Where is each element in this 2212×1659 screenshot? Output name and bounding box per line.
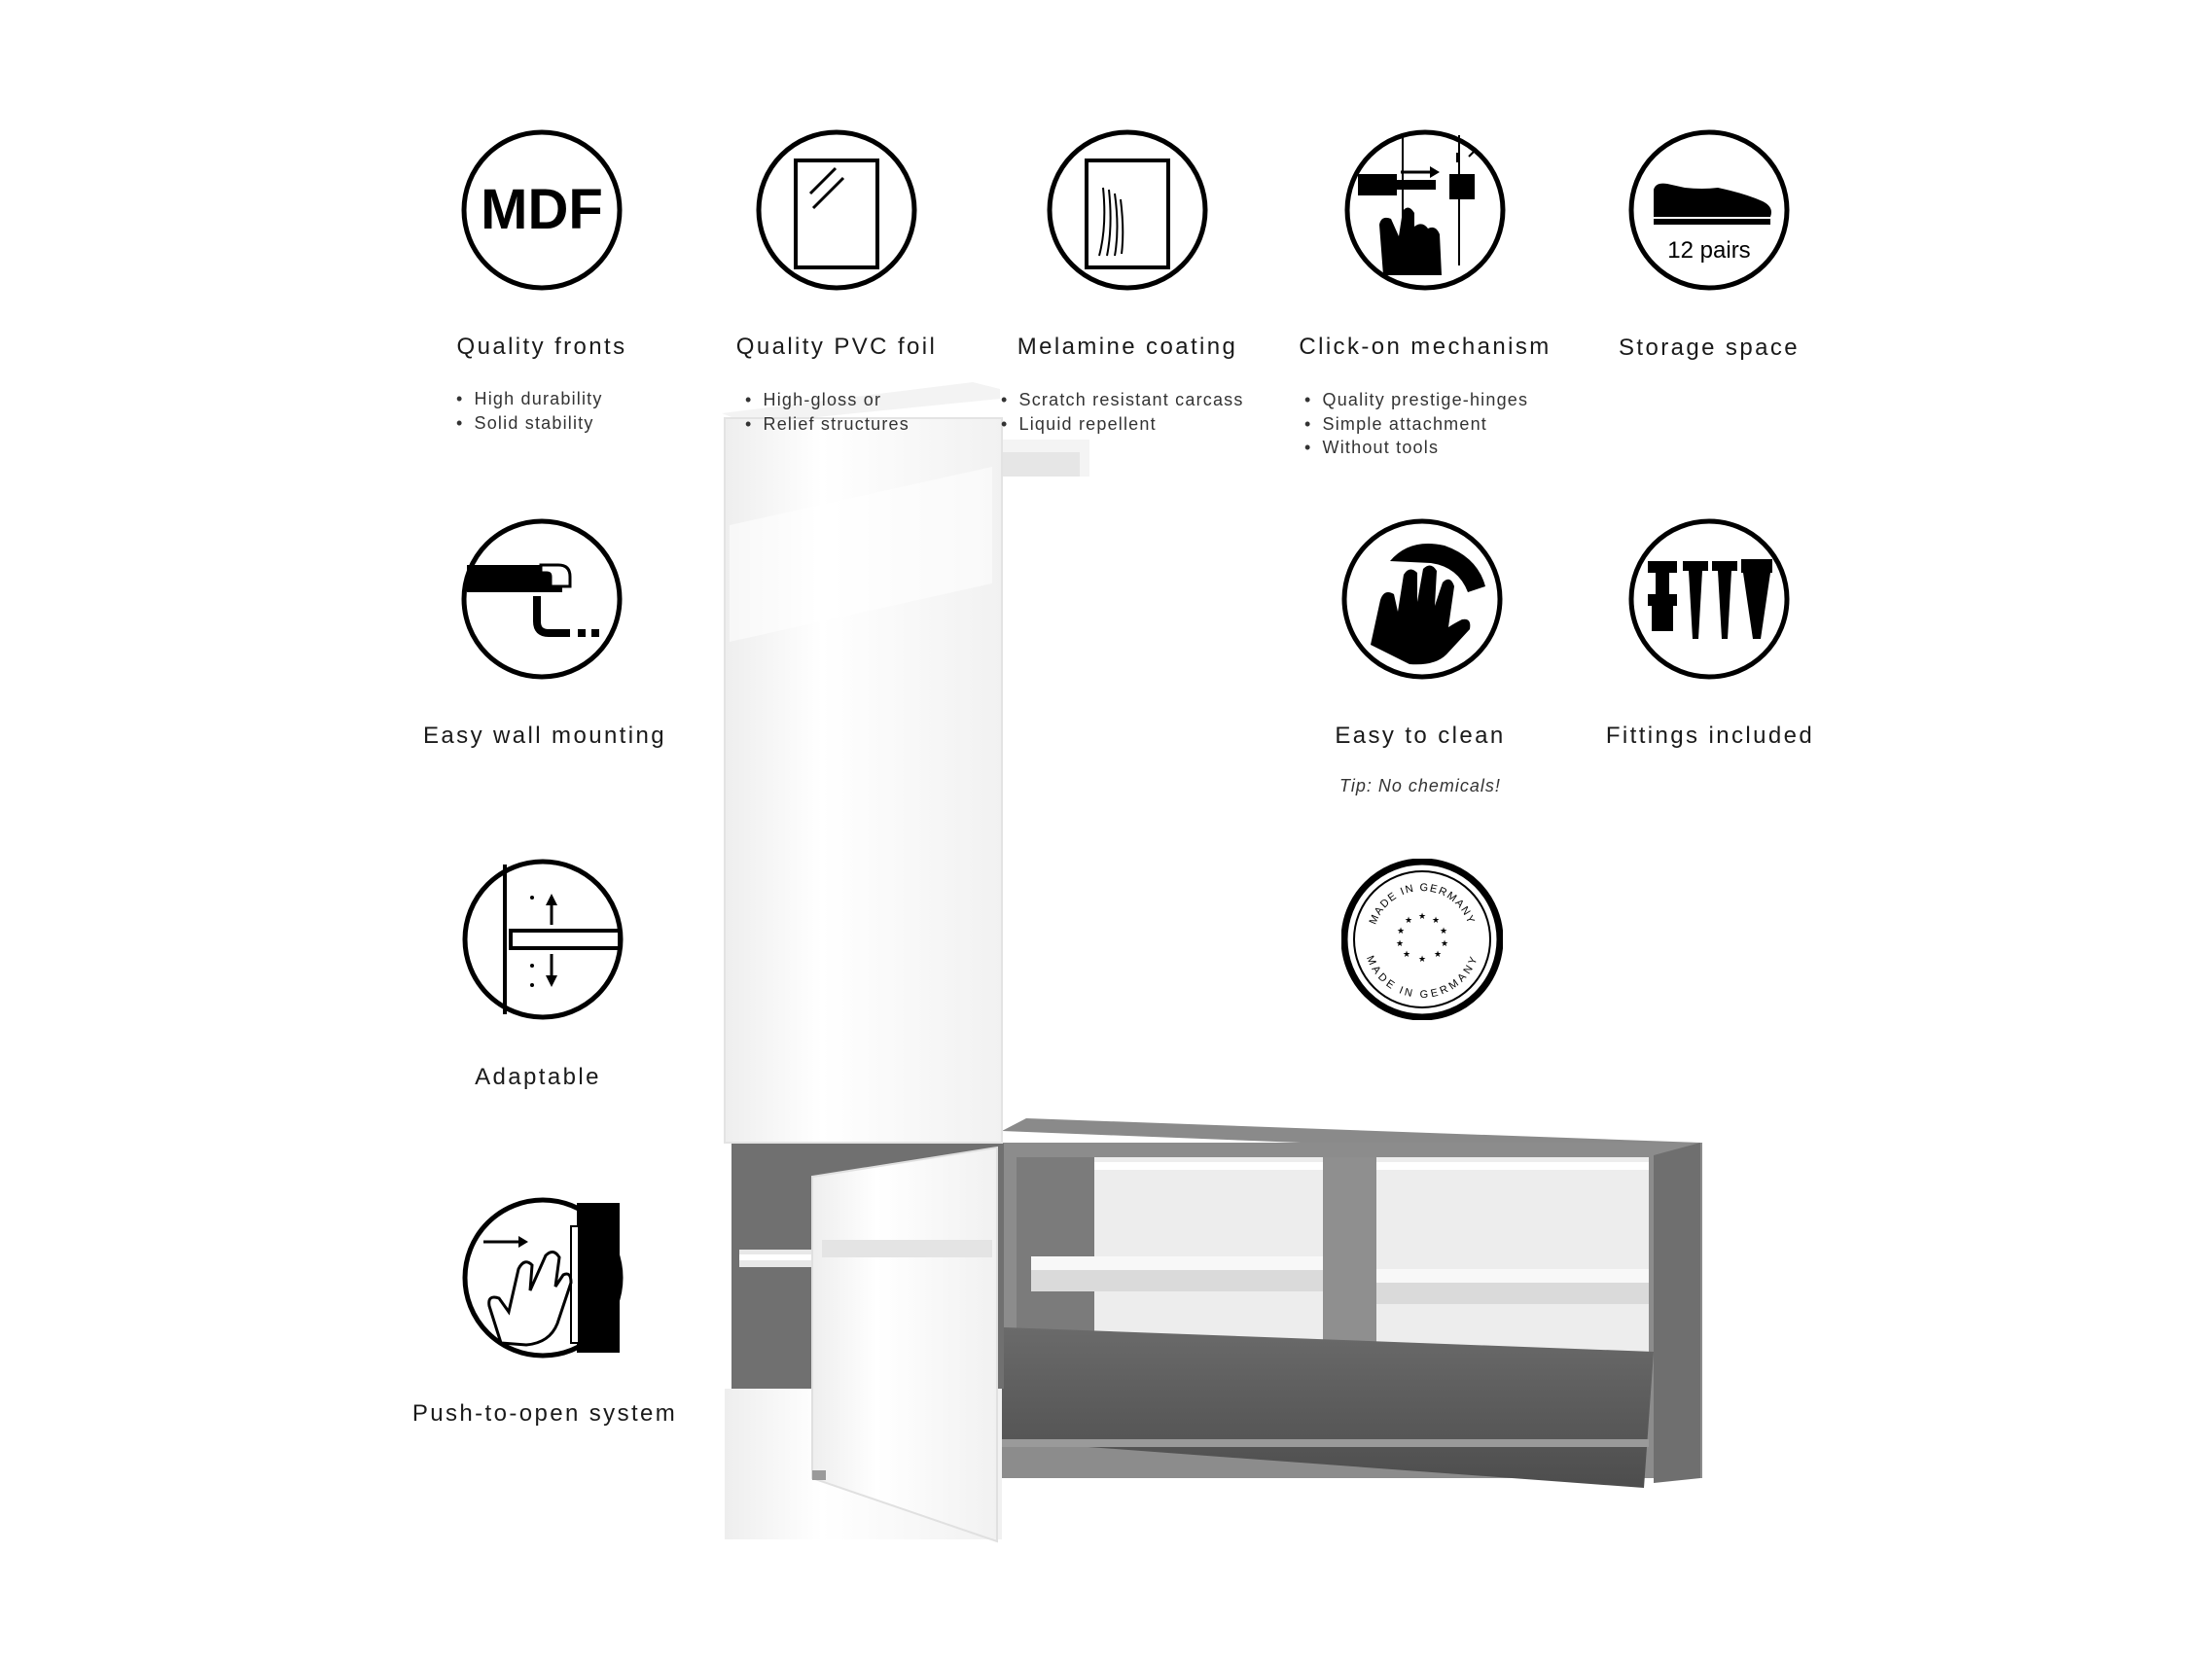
feature-bullets <box>745 388 910 436</box>
shoe-icon <box>1628 129 1790 291</box>
feature-title: Easy to clean <box>1335 723 1506 749</box>
feature-storage-space <box>1553 126 1865 418</box>
feature-title: Click-on mechanism <box>1299 334 1552 360</box>
bullet: • Scratch resistant carcass <box>1001 388 1244 412</box>
feature-title: Quality fronts <box>456 334 627 360</box>
bullet: • Without tools <box>1304 436 1528 460</box>
svg-text:★: ★ <box>1402 950 1411 960</box>
svg-text:★: ★ <box>1417 912 1427 922</box>
svg-text:★: ★ <box>1433 950 1443 960</box>
svg-text:MADE IN GERMANY: MADE IN GERMANY <box>1363 954 1481 1002</box>
svg-text:★: ★ <box>1440 939 1449 949</box>
feature-title: Melamine coating <box>1017 334 1238 360</box>
feature-title: Easy wall mounting <box>423 723 666 749</box>
feature-easy-to-clean <box>1265 515 1576 807</box>
feature-quality-pvc-foil <box>681 126 992 447</box>
feature-title: Quality PVC foil <box>735 334 938 360</box>
svg-text:★: ★ <box>1417 955 1427 965</box>
adjustable-shelf-icon <box>462 859 624 1020</box>
feature-bullets <box>1304 388 1528 460</box>
cleaning-hand-icon <box>1341 518 1503 680</box>
svg-text:★: ★ <box>1396 927 1406 936</box>
screws-fittings-icon <box>1628 518 1790 680</box>
bullet: • Liquid repellent <box>1001 412 1244 437</box>
feature-melamine-coating <box>972 126 1283 447</box>
bullet: • Quality prestige-hinges <box>1304 388 1528 412</box>
bullet: • High durability <box>456 387 603 411</box>
feature-easy-wall-mounting <box>389 515 700 768</box>
bullet: • Simple attachment <box>1304 412 1528 437</box>
mdf-icon <box>461 129 623 291</box>
feature-bullets <box>456 387 603 435</box>
made-in-germany-seal-icon <box>1341 859 1503 1020</box>
feature-title: Adaptable <box>475 1064 601 1090</box>
feature-click-on-mechanism <box>1269 126 1581 457</box>
bullet: • High-gloss or <box>745 388 910 412</box>
bullet: • Solid stability <box>456 411 603 436</box>
feature-tip: Tip: No chemicals! <box>1339 776 1501 795</box>
feature-title: Fittings included <box>1605 723 1815 749</box>
wall-mount-icon <box>461 518 623 680</box>
svg-text:MDF: MDF <box>481 178 603 241</box>
feature-made-in-germany <box>1265 856 1576 1031</box>
hinge-click-icon <box>1344 129 1506 291</box>
bullet: • Relief structures <box>745 412 910 437</box>
svg-text:★: ★ <box>1431 916 1441 926</box>
scratched-panel-icon <box>1047 129 1208 291</box>
feature-title: Push-to-open system <box>411 1400 678 1427</box>
svg-text:12 pairs: 12 pairs <box>1667 237 1751 264</box>
svg-text:★: ★ <box>1439 927 1448 936</box>
svg-text:★: ★ <box>1404 916 1413 926</box>
feature-quality-fronts <box>386 126 697 447</box>
feature-title: Storage space <box>1619 335 1800 361</box>
glossy-panel-icon <box>756 129 917 291</box>
svg-text:MADE IN GERMANY: MADE IN GERMANY <box>1367 881 1478 927</box>
feature-adaptable <box>382 856 694 1109</box>
feature-push-to-open <box>389 1194 700 1447</box>
feature-bullets <box>1001 388 1244 436</box>
feature-fittings-included <box>1554 515 1866 768</box>
svg-text:★: ★ <box>1395 939 1405 949</box>
push-to-open-icon <box>462 1197 624 1359</box>
